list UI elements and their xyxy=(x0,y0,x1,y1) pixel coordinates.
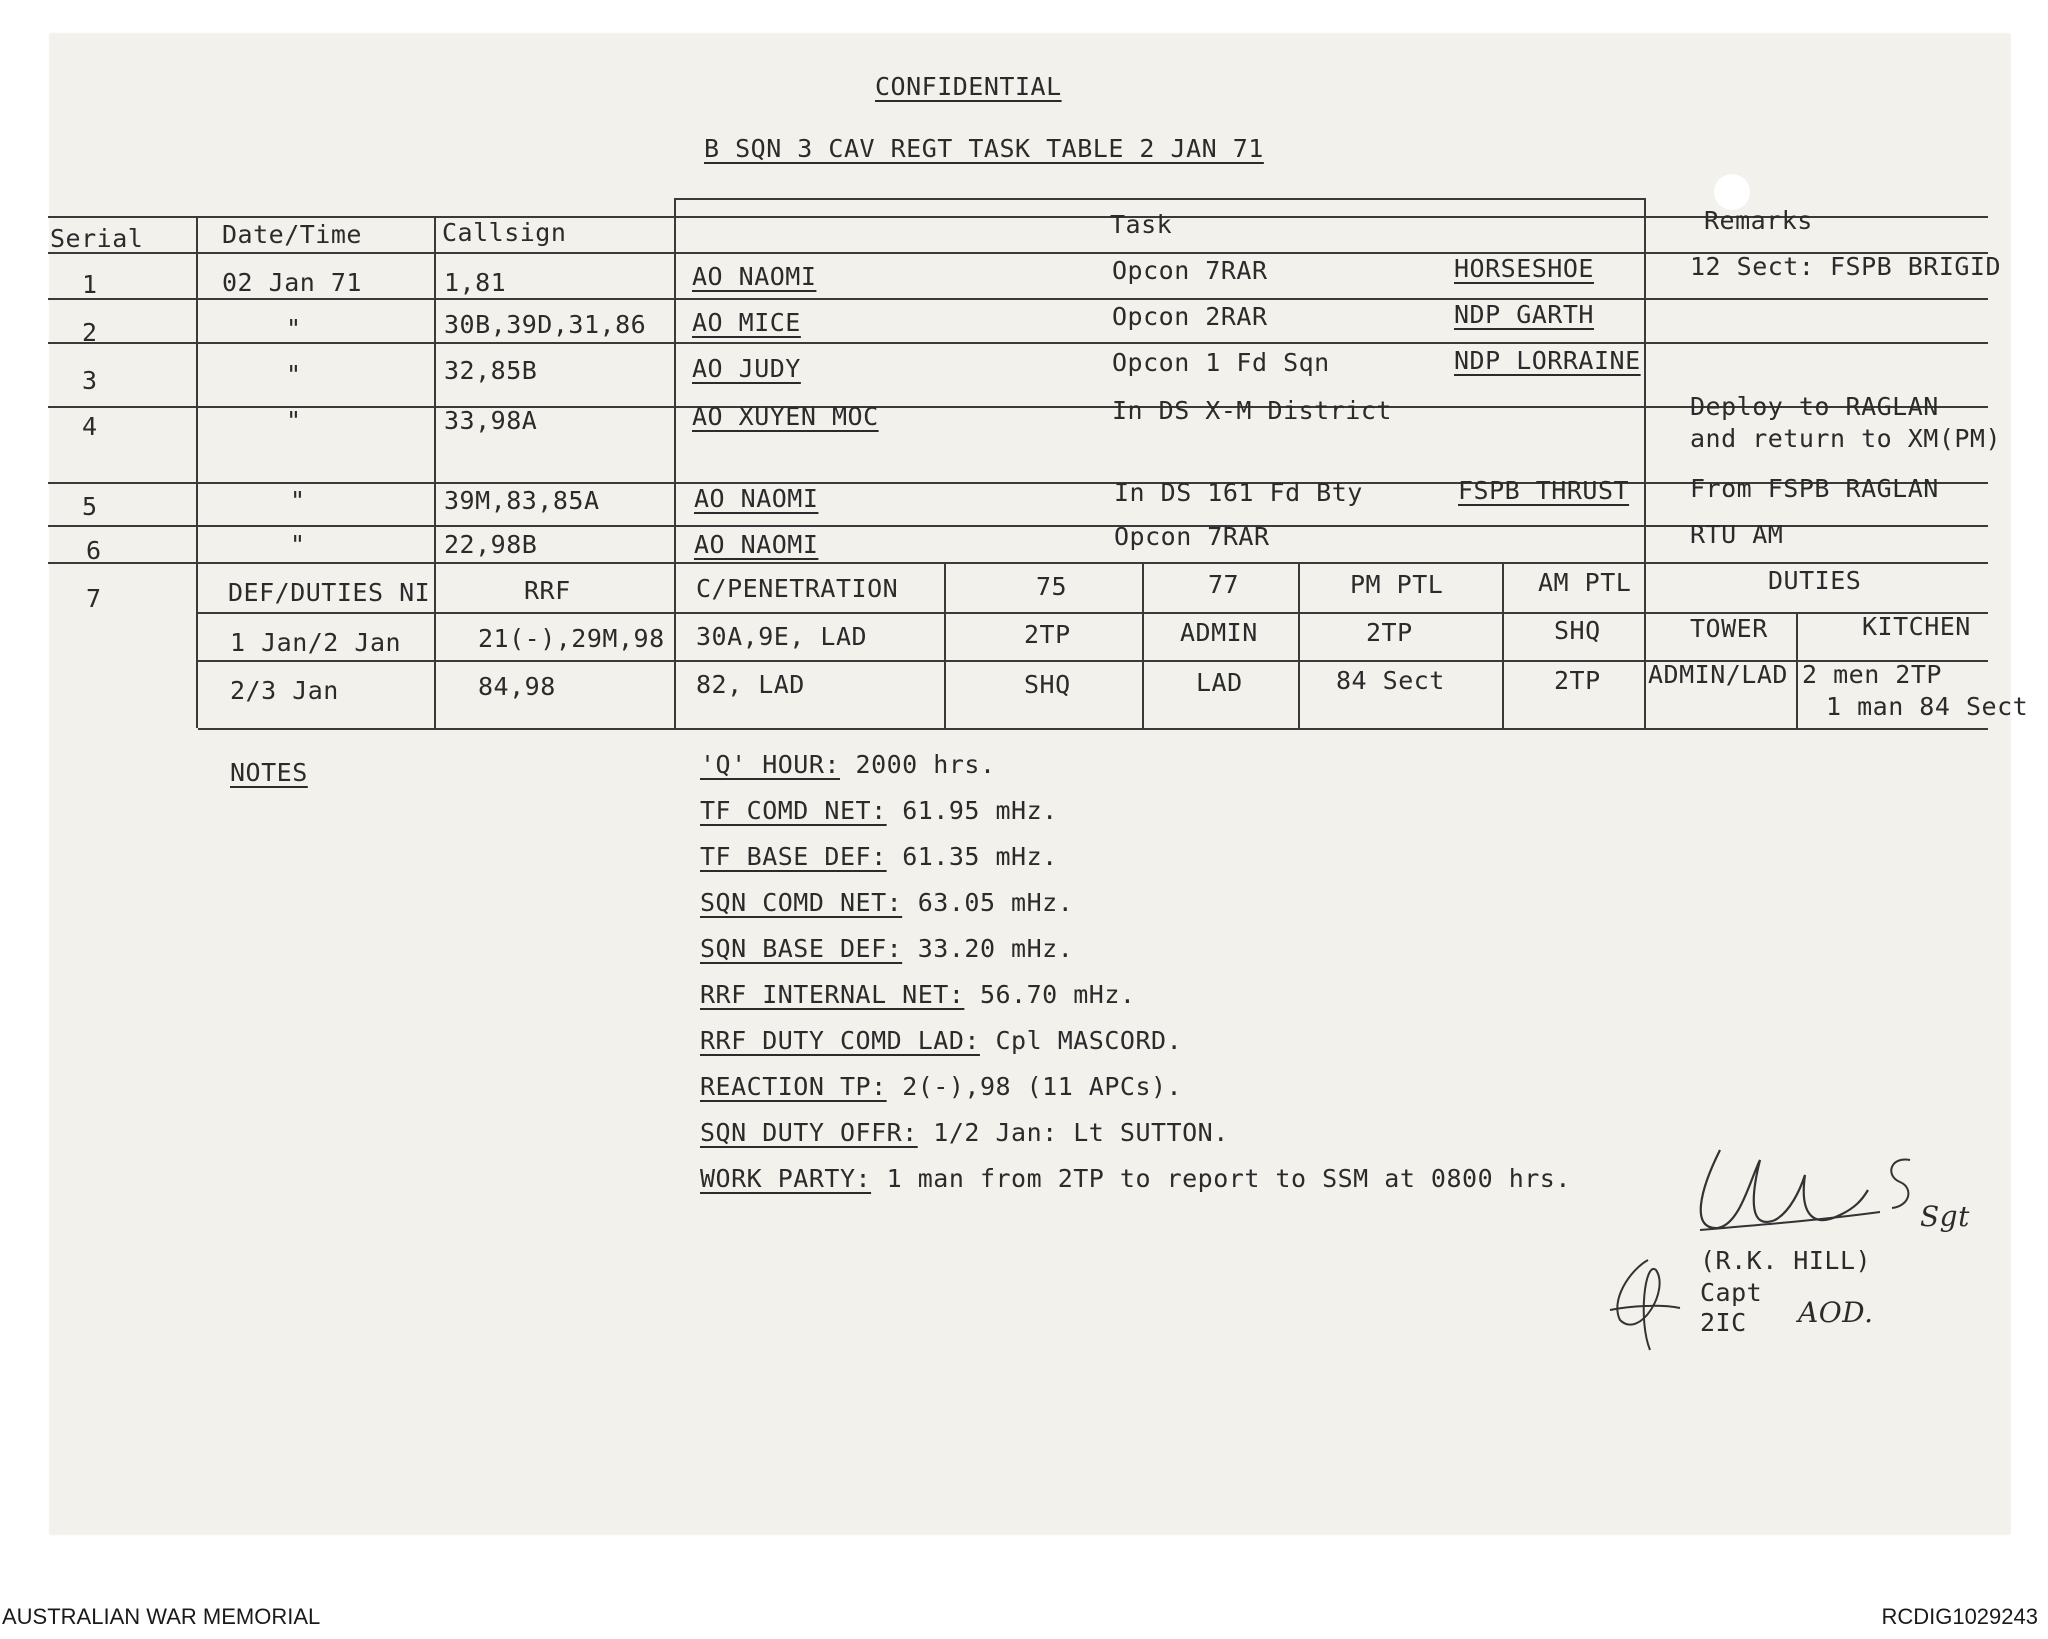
duties-header: AM PTL xyxy=(1538,568,1632,597)
cell-opcon: In DS 161 Fd Bty xyxy=(1114,478,1363,507)
cell-area: AO MICE xyxy=(692,308,801,337)
cell-area: AO NAOMI xyxy=(694,484,819,513)
cell-datetime: " xyxy=(286,406,302,435)
cell-pm-ptl: 84 Sect xyxy=(1336,666,1445,695)
cell-serial: 5 xyxy=(82,492,98,521)
footer-institution: AUSTRALIAN WAR MEMORIAL xyxy=(2,1604,321,1629)
cell-location: FSPB THRUST xyxy=(1458,476,1630,505)
cell-callsign: 33,98A xyxy=(444,406,538,435)
note-item: REACTION TP: 2(-),98 (11 APCs). xyxy=(700,1072,1183,1101)
cell-serial: 4 xyxy=(82,412,98,441)
duties-header: C/PENETRATION xyxy=(696,574,899,603)
cell-datetime: " xyxy=(290,486,306,515)
note-item: RRF INTERNAL NET: 56.70 mHz. xyxy=(700,980,1136,1009)
cell-am-ptl: 2TP xyxy=(1554,666,1601,695)
cell-datetime: " xyxy=(290,530,306,559)
duties-header: PM PTL xyxy=(1350,570,1444,599)
note-item: TF BASE DEF: 61.35 mHz. xyxy=(700,842,1058,871)
document-title: B SQN 3 CAV REGT TASK TABLE 2 JAN 71 xyxy=(704,134,1264,163)
duties-subheader: TOWER xyxy=(1690,614,1768,643)
annotation-sgt: Sgt xyxy=(1920,1200,1970,1233)
note-item: WORK PARTY: 1 man from 2TP to report to SSM at 0800 hrs. xyxy=(700,1164,1571,1193)
cell-remarks: RTU AM xyxy=(1690,520,1784,549)
cell-pm-ptl: 2TP xyxy=(1366,618,1413,647)
cell-area: AO JUDY xyxy=(692,354,801,383)
cell-remarks: Deploy to RAGLAN xyxy=(1690,392,1939,421)
signatory-name: (R.K. HILL) xyxy=(1700,1246,1872,1275)
cell-rrf: 84,98 xyxy=(478,672,556,701)
cell-opcon: Opcon 7RAR xyxy=(1114,522,1270,551)
note-item: TF COMD NET: 61.95 mHz. xyxy=(700,796,1058,825)
cell-serial: 1 xyxy=(82,270,98,299)
cell-opcon: Opcon 2RAR xyxy=(1112,302,1268,331)
cell-callsign: 30B,39D,31,86 xyxy=(444,310,647,339)
header-serial: Serial xyxy=(50,224,144,253)
signatory-appointment: 2IC xyxy=(1700,1308,1747,1337)
cell-serial: 7 xyxy=(86,584,102,613)
cell-kitchen-line2: 1 man 84 Sect xyxy=(1826,692,2029,721)
note-item: SQN DUTY OFFR: 1/2 Jan: Lt SUTTON. xyxy=(700,1118,1229,1147)
cell-callsign: 1,81 xyxy=(444,268,507,297)
cell-opcon: Opcon 7RAR xyxy=(1112,256,1268,285)
cell-77: LAD xyxy=(1196,668,1243,697)
cell-am-ptl: SHQ xyxy=(1554,616,1601,645)
duties-header: DEF/DUTIES NI xyxy=(228,578,431,607)
cell-date: 1 Jan/2 Jan xyxy=(230,628,402,657)
note-item: SQN COMD NET: 63.05 mHz. xyxy=(700,888,1074,917)
notes-label: NOTES xyxy=(230,758,308,787)
cell-area: AO XUYEN MOC xyxy=(692,402,879,431)
cell-penetration: 82, LAD xyxy=(696,670,805,699)
cell-callsign: 32,85B xyxy=(444,356,538,385)
cell-area: AO NAOMI xyxy=(692,262,817,291)
duties-subheader: KITCHEN xyxy=(1862,612,1971,641)
cell-remarks: From FSPB RAGLAN xyxy=(1690,474,1939,503)
duties-header: RRF xyxy=(524,576,571,605)
duties-header: 77 xyxy=(1208,570,1240,599)
cell-datetime: " xyxy=(286,360,302,389)
duties-header: 75 xyxy=(1036,572,1068,601)
note-item: 'Q' HOUR: 2000 hrs. xyxy=(700,750,996,779)
cell-location: HORSESHOE xyxy=(1454,254,1594,283)
cell-75: 2TP xyxy=(1024,620,1071,649)
cell-callsign: 39M,83,85A xyxy=(444,486,600,515)
cell-serial: 3 xyxy=(82,366,98,395)
cell-75: SHQ xyxy=(1024,670,1071,699)
duties-header: DUTIES xyxy=(1768,566,1862,595)
header-callsign: Callsign xyxy=(442,218,567,247)
classification-label: CONFIDENTIAL xyxy=(875,72,1062,101)
note-item: SQN BASE DEF: 33.20 mHz. xyxy=(700,934,1074,963)
cell-opcon: Opcon 1 Fd Sqn xyxy=(1112,348,1330,377)
cell-serial: 2 xyxy=(82,318,98,347)
header-remarks: Remarks xyxy=(1704,206,1813,235)
cell-date: 2/3 Jan xyxy=(230,676,339,705)
note-item: RRF DUTY COMD LAD: Cpl MASCORD. xyxy=(700,1026,1183,1055)
cell-callsign: 22,98B xyxy=(444,530,538,559)
cell-77: ADMIN xyxy=(1180,618,1258,647)
cell-kitchen: 2 men 2TP xyxy=(1802,660,1942,689)
cell-location: NDP LORRAINE xyxy=(1454,346,1641,375)
annotation-aod: AOD. xyxy=(1798,1296,1874,1329)
cell-tower: ADMIN/LAD xyxy=(1648,660,1788,689)
signatory-rank: Capt xyxy=(1700,1278,1763,1307)
cell-remarks: 12 Sect: FSPB BRIGID xyxy=(1690,252,2002,281)
cell-datetime: " xyxy=(286,314,302,343)
footer-record-id: RCDIG1029243 xyxy=(1881,1604,2038,1629)
cell-serial: 6 xyxy=(86,536,102,565)
header-datetime: Date/Time xyxy=(222,220,362,249)
cell-rrf: 21(-),29M,98 xyxy=(478,624,665,653)
cell-remarks-line2: and return to XM(PM) xyxy=(1690,424,2002,453)
cell-opcon: In DS X-M District xyxy=(1112,396,1392,425)
cell-area: AO NAOMI xyxy=(694,530,819,559)
cell-penetration: 30A,9E, LAD xyxy=(696,622,868,651)
cell-location: NDP GARTH xyxy=(1454,300,1594,329)
punch-hole xyxy=(1714,174,1750,210)
header-task: Task xyxy=(1110,210,1173,239)
cell-datetime: 02 Jan 71 xyxy=(222,268,362,297)
handwritten-signature xyxy=(1600,1120,1940,1370)
